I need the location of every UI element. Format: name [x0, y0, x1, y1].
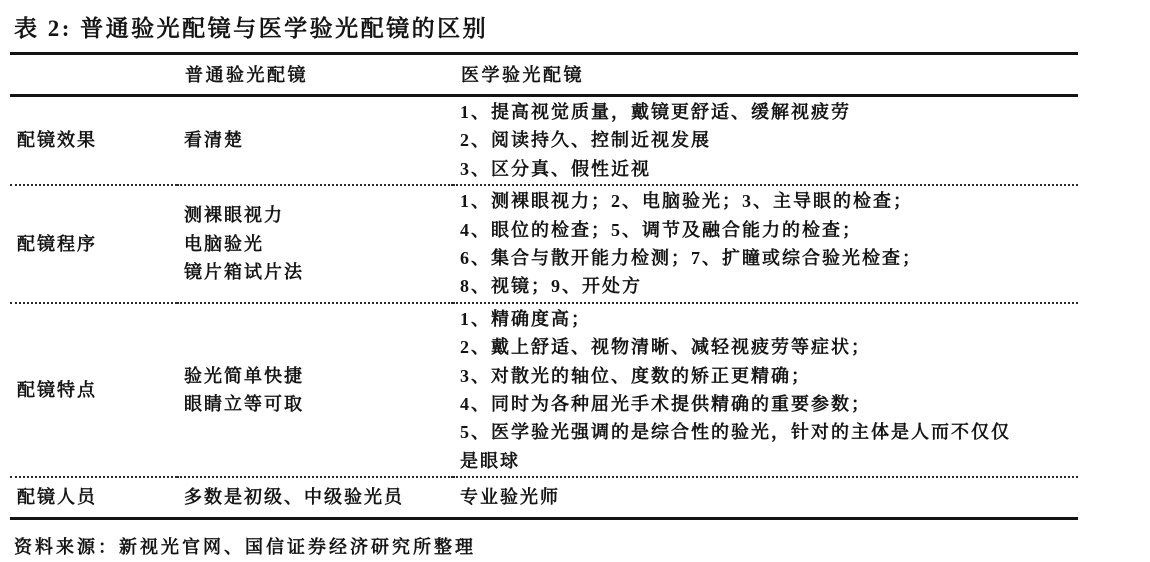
cell-line: 2、阅读持久、控制近视发展	[460, 130, 711, 151]
row-label-cell	[10, 303, 177, 477]
cell-line: 1、测裸眼视力；2、电脑验光；3、主导眼的检查；	[460, 191, 913, 212]
comparison-table	[10, 52, 1078, 520]
medical-cell	[453, 477, 1078, 518]
cell-line: 测裸眼视力	[184, 205, 284, 226]
ordinary-cell	[177, 96, 453, 186]
row-label-cell	[10, 185, 177, 303]
cell-line: 3、区分真、假性近视	[460, 158, 651, 179]
cell-line: 验光简单快捷	[184, 365, 304, 386]
cell-line: 配镜人员	[17, 487, 97, 508]
header-cell-empty	[10, 54, 177, 96]
medical-cell	[453, 303, 1078, 477]
cell-line: 眼睛立等可取	[184, 394, 304, 415]
medical-cell	[453, 96, 1078, 186]
cell-line: 电脑验光	[184, 233, 264, 254]
medical-cell	[453, 185, 1078, 303]
cell-line: 1、精确度高；	[460, 308, 591, 329]
cell-line: 3、对散光的轴位、度数的矫正更精确；	[460, 365, 811, 386]
cell-line: 镜片箱试片法	[184, 262, 304, 283]
table-row	[10, 477, 1078, 518]
cell-line: 4、眼位的检查；5、调节及融合能力的检查；	[460, 219, 862, 240]
cell-line: 2、戴上舒适、视物清晰、减轻视疲劳等症状；	[460, 337, 871, 358]
header-cell-medical: 医学验光配镜	[461, 65, 584, 85]
cell-line: 6、集合与散开能力检测；7、扩瞳或综合验光检查；	[460, 248, 922, 269]
cell-line: 4、同时为各种屈光手术提供精确的重要参数；	[460, 394, 871, 415]
table-row	[10, 303, 1078, 477]
ordinary-cell	[177, 185, 453, 303]
cell-line: 配镜程序	[17, 233, 97, 254]
cell-line: 配镜特点	[17, 379, 97, 400]
table-body	[10, 96, 1078, 519]
cell-line: 看清楚	[184, 130, 244, 151]
cell-line: 5、医学验光强调的是综合性的验光，针对的主体是人而不仅仅	[460, 422, 1011, 443]
cell-line: 8、视镜；9、开处方	[460, 276, 642, 297]
table-title: 表 2: 普通验光配镜与医学验光配镜的区别	[14, 16, 489, 41]
cell-line: 是眼球	[460, 450, 520, 471]
source-note: 资料来源：新视光官网、国信证券经济研究所整理	[14, 536, 476, 557]
table-row	[10, 96, 1078, 186]
table-row	[10, 185, 1078, 303]
cell-line: 专业验光师	[460, 487, 560, 508]
row-label-cell	[10, 96, 177, 186]
table-header	[10, 54, 1078, 96]
row-label-cell	[10, 477, 177, 518]
cell-line: 多数是初级、中级验光员	[184, 487, 404, 508]
header-row	[10, 54, 1078, 96]
ordinary-cell	[177, 477, 453, 518]
cell-line: 1、提高视觉质量，戴镜更舒适、缓解视疲劳	[460, 102, 851, 122]
cell-line: 配镜效果	[17, 130, 97, 151]
header-cell-ordinary: 普通验光配镜	[185, 65, 308, 85]
ordinary-cell	[177, 303, 453, 477]
